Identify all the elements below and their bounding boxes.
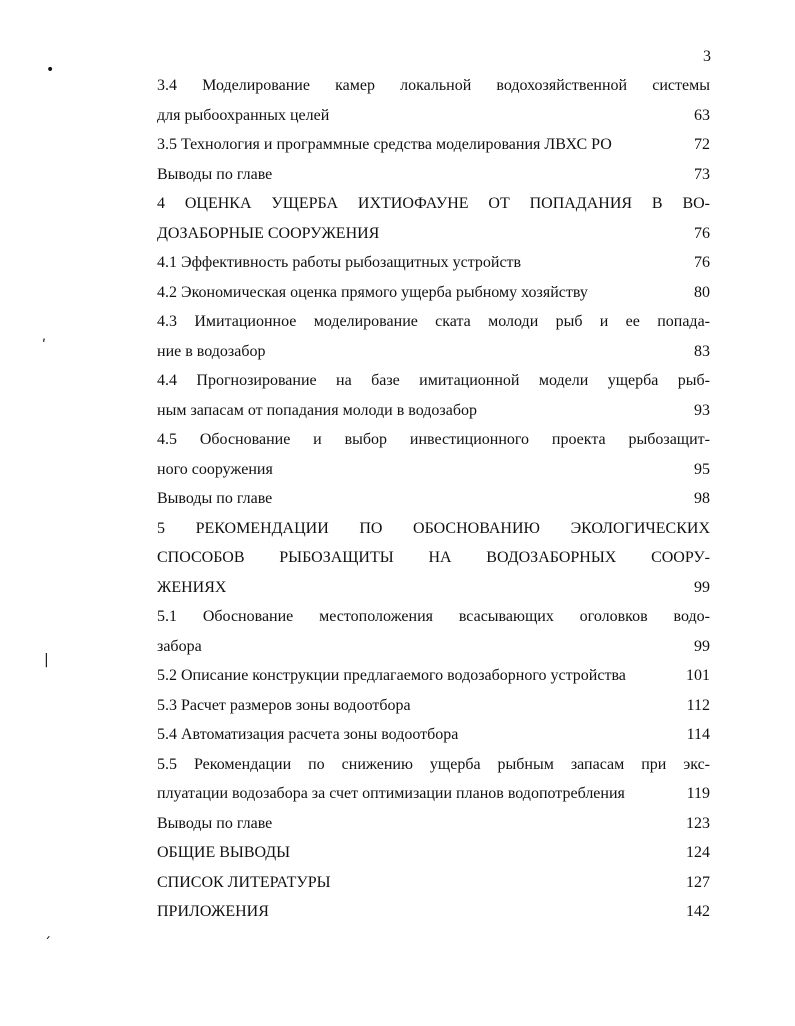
scan-mark: • — [46, 62, 55, 78]
toc-entry-line — [157, 543, 710, 573]
toc-entry-line — [157, 130, 710, 160]
toc-entry-text: 4.5 Обоснование и выбор инвестиционного проекта рыбозащит- — [157, 431, 710, 448]
toc-entry-text: Выводы по главе — [157, 165, 273, 183]
toc-entry-line — [157, 868, 710, 898]
toc-page-number: 95 — [694, 460, 710, 478]
toc-entry-text: СПИСОК ЛИТЕРАТУРЫ — [157, 873, 331, 891]
toc-page-number: 93 — [694, 401, 710, 419]
toc-entry-text: 4.2 Экономическая оценка прямого ущерба рыбному хозяйству — [157, 283, 588, 301]
toc-entry-line — [157, 809, 710, 839]
toc-entry-text: 5.2 Описание конструкции предлагаемого водозаборного устройства — [157, 667, 626, 684]
toc-entry-text: 4.1 Эффективность работы рыбозащитных устройств — [157, 254, 522, 271]
toc-entry-line — [157, 337, 710, 367]
toc-entry-text: ного сооружения — [157, 460, 273, 478]
toc-entry-line — [157, 897, 710, 927]
toc-page-number: 112 — [686, 696, 710, 714]
toc-entry-text: 3.4 Моделирование камер локальной водохозяйственной системы — [157, 77, 710, 94]
toc-entry-line — [157, 720, 710, 750]
toc-entry-line — [157, 514, 710, 544]
toc-entry-text: 5 РЕКОМЕНДАЦИИ ПО ОБОСНОВАНИЮ ЭКОЛОГИЧЕСКИХ — [157, 519, 710, 537]
toc-entry-text: ОБЩИЕ ВЫВОДЫ — [157, 844, 291, 861]
toc-entry-line — [157, 455, 710, 485]
toc-page-number: 63 — [694, 106, 710, 124]
toc-entry-text: забора — [157, 637, 202, 655]
toc-page-number: 142 — [686, 903, 710, 920]
toc-entry-text: 4.3 Имитационное моделирование ската молоди рыб и ее попада- — [157, 313, 710, 330]
toc-entry-line — [157, 71, 710, 101]
toc-entry-line — [157, 189, 710, 219]
toc-entry-text: Выводы по главе — [157, 814, 273, 832]
toc-entry-line — [157, 278, 710, 308]
toc-entry-text: 4.4 Прогнозирование на базе имитационной модели ущерба рыб- — [157, 372, 710, 389]
table-of-contents — [157, 71, 710, 927]
toc-entry-text: 5.4 Автоматизация расчета зоны водоотбора — [157, 726, 459, 743]
toc-entry-text: 5.5 Рекомендации по снижению ущерба рыбным запасам при экс- — [157, 755, 710, 773]
toc-page-number: 76 — [694, 224, 710, 242]
toc-page-number: 83 — [694, 342, 710, 360]
toc-entry-line — [157, 248, 710, 278]
scan-mark: ˊ — [44, 936, 51, 952]
toc-entry-line — [157, 602, 710, 632]
toc-entry-line — [157, 691, 710, 721]
toc-entry-text: 5.3 Расчет размеров зоны водоотбора — [157, 696, 411, 714]
toc-page-number: 73 — [694, 165, 710, 183]
toc-entry-text: 3.5 Технология и программные средства моделирования ЛВХС РО — [157, 136, 612, 153]
toc-page-number: 99 — [694, 637, 710, 655]
toc-entry-line — [157, 219, 710, 249]
toc-page-number: 72 — [694, 136, 710, 153]
toc-entry-line — [157, 425, 710, 455]
toc-entry-text: ние в водозабор — [157, 342, 266, 360]
toc-entry-line — [157, 661, 710, 691]
toc-entry-line — [157, 838, 710, 868]
toc-entry-text: для рыбоохранных целей — [157, 106, 330, 124]
page-number: 3 — [703, 48, 711, 65]
toc-entry-text: плуатации водозабора за счет оптимизации планов водопотребления — [157, 785, 625, 802]
toc-entry-line — [157, 307, 710, 337]
toc-page-number: 98 — [694, 490, 710, 507]
toc-entry-line — [157, 573, 710, 603]
scan-mark: | — [44, 652, 49, 668]
toc-page-number: 124 — [686, 844, 710, 861]
toc-entry-line — [157, 779, 710, 809]
toc-page-number: 76 — [694, 254, 710, 271]
toc-entry-text: Выводы по главе — [157, 490, 273, 507]
toc-entry-line — [157, 750, 710, 780]
scan-mark: ʹ — [42, 338, 46, 354]
toc-page-number: 114 — [686, 726, 710, 743]
toc-entry-line — [157, 396, 710, 426]
toc-entry-text: ным запасам от попадания молоди в водозабор — [157, 401, 477, 419]
toc-entry-line — [157, 160, 710, 190]
toc-page-number: 127 — [686, 873, 710, 891]
toc-entry-text: 4 ОЦЕНКА УЩЕРБА ИХТИОФАУНЕ ОТ ПОПАДАНИЯ В ВО- — [157, 195, 710, 212]
toc-page-number: 99 — [694, 578, 710, 596]
toc-entry-text: ДОЗАБОРНЫЕ СООРУЖЕНИЯ — [157, 224, 380, 242]
toc-page-number: 80 — [694, 283, 710, 301]
toc-page-number: 101 — [686, 667, 710, 684]
toc-page-number: 119 — [686, 785, 710, 802]
toc-entry-text: ПРИЛОЖЕНИЯ — [157, 903, 269, 920]
toc-entry-line — [157, 101, 710, 131]
toc-entry-text: СПОСОБОВ РЫБОЗАЩИТЫ НА ВОДОЗАБОРНЫХ СООРУ- — [157, 549, 710, 566]
toc-page-number: 123 — [686, 814, 710, 832]
toc-entry-line — [157, 366, 710, 396]
toc-entry-line — [157, 632, 710, 662]
toc-entry-text: ЖЕНИЯХ — [157, 578, 227, 596]
toc-entry-line — [157, 484, 710, 514]
toc-entry-text: 5.1 Обоснование местоположения всасывающих оголовков водо- — [157, 608, 710, 625]
